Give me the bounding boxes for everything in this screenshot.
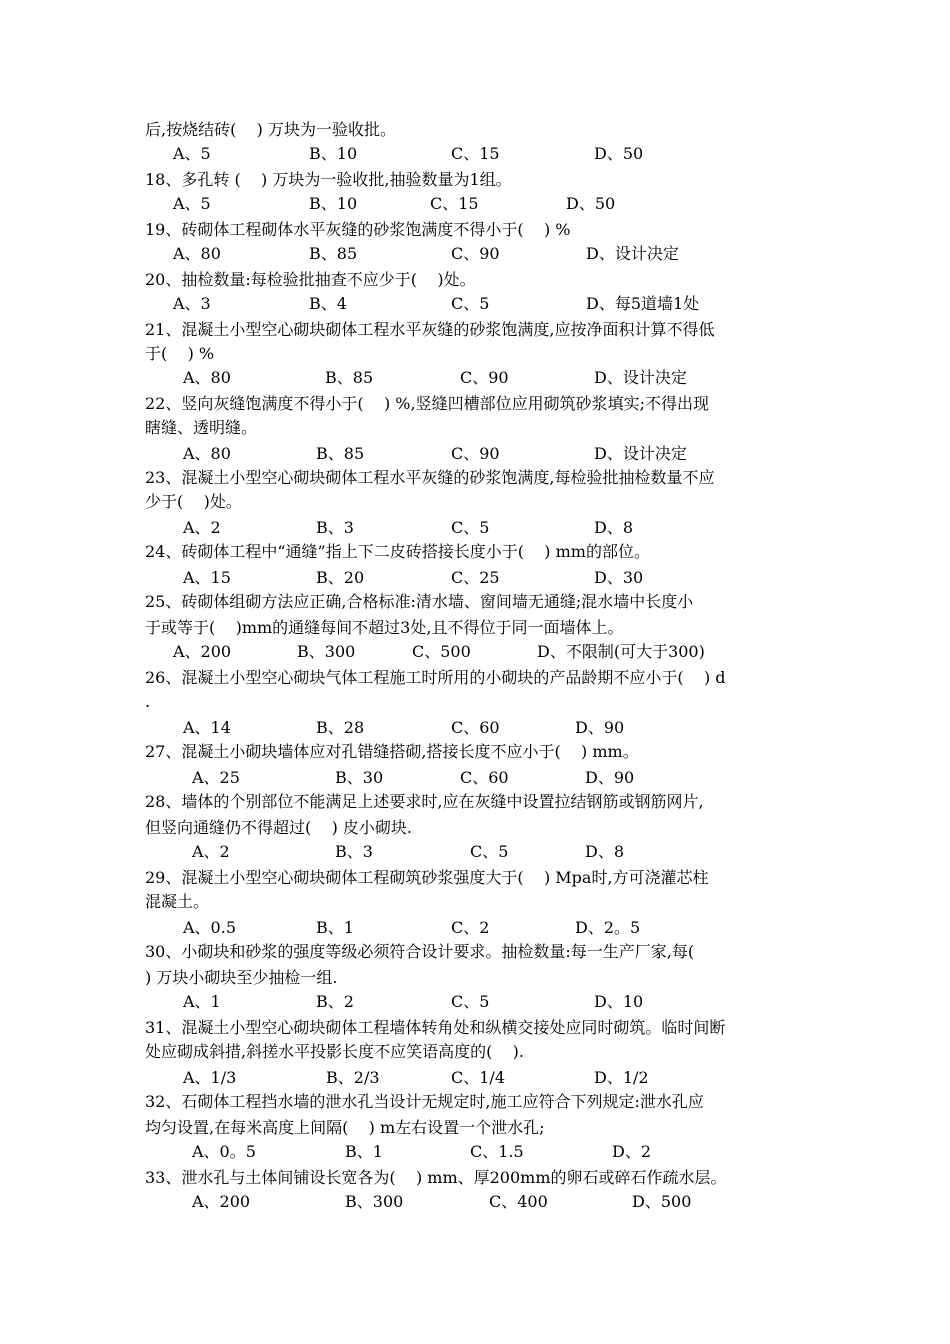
question-line: 29、混凝土小型空心砌块砌体工程砌筑砂浆强度大于( ) Mpa时,方可浇灌芯柱 bbox=[145, 868, 709, 887]
answer-option: B、28 bbox=[316, 718, 365, 737]
answer-option: B、1 bbox=[345, 1142, 383, 1161]
question-line: 20、抽检数量:每检验批抽查不应少于( )处。 bbox=[145, 270, 476, 289]
answer-option: A、3 bbox=[173, 294, 211, 313]
question-line: 25、砖砌体组砌方法应正确,合格标准:清水墙、窗间墙无通缝;混水墙中长度小 bbox=[145, 592, 694, 611]
question-line: 均匀设置,在每米高度上间隔( ) m左右设置一个泄水孔; bbox=[145, 1118, 545, 1137]
answer-option: A、0.5 bbox=[183, 918, 237, 937]
answer-option: C、5 bbox=[451, 294, 490, 313]
answer-option: C、90 bbox=[460, 368, 509, 387]
answer-option: B、4 bbox=[309, 294, 347, 313]
question-line: 于或等于( )mm的通缝每间不超过3处,且不得位于同一面墙体上。 bbox=[145, 618, 624, 637]
answer-option: B、85 bbox=[309, 244, 358, 263]
answer-option: A、80 bbox=[183, 444, 231, 463]
answer-option: C、5 bbox=[451, 518, 490, 537]
answer-option: D、10 bbox=[594, 992, 644, 1011]
answer-option: D、设计决定 bbox=[594, 368, 687, 387]
answer-option: D、不限制(可大于300) bbox=[537, 642, 705, 661]
question-line: 22、竖向灰缝饱满度不得小于( ) %,竖缝凹槽部位应用砌筑砂浆填实;不得出现 bbox=[145, 394, 709, 413]
answer-option: B、30 bbox=[335, 768, 384, 787]
answer-option: A、15 bbox=[183, 568, 231, 587]
answer-option: D、30 bbox=[594, 568, 644, 587]
answer-option: D、2。5 bbox=[575, 918, 641, 937]
answer-option: A、2 bbox=[183, 518, 221, 537]
question-line: 32、石砌体工程挡水墙的泄水孔当设计无规定时,施工应符合下列规定:泄水孔应 bbox=[145, 1092, 704, 1111]
question-line: 30、小砌块和砂浆的强度等级必须符合设计要求。抽检数量:每一生产厂家,每( bbox=[145, 942, 695, 961]
answer-option: A、0。5 bbox=[192, 1142, 256, 1161]
answer-option: A、200 bbox=[192, 1192, 251, 1211]
answer-option: C、90 bbox=[451, 444, 500, 463]
answer-option: B、2 bbox=[316, 992, 354, 1011]
answer-option: D、50 bbox=[566, 194, 616, 213]
answer-option: D、90 bbox=[575, 718, 625, 737]
question-line: 33、泄水孔与土体间铺设长宽各为( ) mm、厚200mm的卵石或碎石作疏水层。 bbox=[145, 1168, 727, 1187]
question-line: 瞎缝、透明缝。 bbox=[145, 418, 258, 437]
answer-option: C、400 bbox=[489, 1192, 548, 1211]
question-line: 但竖向通缝仍不得超过( ) 皮小砌块. bbox=[145, 818, 413, 837]
answer-option: C、15 bbox=[451, 144, 500, 163]
answer-option: A、200 bbox=[173, 642, 232, 661]
answer-option: B、10 bbox=[309, 194, 358, 213]
answer-option: C、500 bbox=[412, 642, 471, 661]
answer-option: A、14 bbox=[183, 718, 231, 737]
answer-option: C、1.5 bbox=[470, 1142, 524, 1161]
question-line: 28、墙体的个别部位不能满足上述要求时,应在灰缝中设置拉结钢筋或钢筋网片, bbox=[145, 792, 704, 811]
question-line: 处应砌成斜措,斜搓水平投影长度不应笑语高度的( ). bbox=[145, 1042, 525, 1061]
answer-option: D、500 bbox=[632, 1192, 692, 1211]
question-line: 18、多孔转 ( ) 万块为一验收批,抽验数量为1组。 bbox=[145, 170, 512, 189]
answer-option: B、3 bbox=[335, 842, 373, 861]
answer-option: A、80 bbox=[173, 244, 221, 263]
answer-option: D、8 bbox=[585, 842, 625, 861]
answer-option: C、5 bbox=[451, 992, 490, 1011]
question-line: 24、砖砌体工程中“通缝”指上下二皮砖搭接长度小于( ) mm的部位。 bbox=[145, 542, 650, 561]
question-line: 27、混凝土小砌块墙体应对孔错缝搭砌,搭接长度不应小于( ) mm。 bbox=[145, 742, 639, 761]
answer-option: D、1/2 bbox=[594, 1068, 649, 1087]
answer-option: B、85 bbox=[325, 368, 374, 387]
answer-option: A、2 bbox=[192, 842, 230, 861]
answer-option: C、1/4 bbox=[451, 1068, 505, 1087]
answer-option: A、5 bbox=[173, 194, 211, 213]
question-line: 混凝土。 bbox=[145, 892, 210, 911]
question-line: 少于( )处。 bbox=[145, 492, 242, 511]
answer-option: B、300 bbox=[297, 642, 356, 661]
answer-option: D、90 bbox=[585, 768, 635, 787]
answer-option: D、设计决定 bbox=[594, 444, 687, 463]
answer-option: B、85 bbox=[316, 444, 365, 463]
answer-option: D、2 bbox=[612, 1142, 652, 1161]
answer-option: A、25 bbox=[192, 768, 240, 787]
question-line: 31、混凝土小型空心砌块砌体工程墙体转角处和纵横交接处应同时砌筑。临时间断 bbox=[145, 1018, 726, 1037]
answer-option: D、设计决定 bbox=[586, 244, 679, 263]
question-line: ) 万块小砌块至少抽检一组. bbox=[145, 968, 338, 987]
answer-option: B、10 bbox=[309, 144, 358, 163]
answer-option: D、8 bbox=[594, 518, 634, 537]
answer-option: D、50 bbox=[594, 144, 644, 163]
answer-option: B、3 bbox=[316, 518, 354, 537]
answer-option: A、80 bbox=[183, 368, 231, 387]
answer-option: A、1/3 bbox=[183, 1068, 237, 1087]
question-line: 后,按烧结砖( ) 万块为一验收批。 bbox=[145, 120, 397, 139]
answer-option: A、5 bbox=[173, 144, 211, 163]
answer-option: C、90 bbox=[451, 244, 500, 263]
answer-option: C、60 bbox=[451, 718, 500, 737]
question-line: 于( ) % bbox=[145, 344, 215, 363]
question-line: 21、混凝土小型空心砌块砌体工程水平灰缝的砂浆饱满度,应按净面积计算不得低 bbox=[145, 320, 715, 339]
answer-option: C、2 bbox=[451, 918, 490, 937]
question-line: 19、砖砌体工程砌体水平灰缝的砂浆饱满度不得小于( ) % bbox=[145, 220, 571, 239]
answer-option: B、300 bbox=[345, 1192, 404, 1211]
answer-option: C、15 bbox=[430, 194, 479, 213]
answer-option: C、60 bbox=[460, 768, 509, 787]
question-line: 26、混凝土小型空心砌块气体工程施工时所用的小砌块的产品龄期不应小于( ) d bbox=[145, 668, 726, 687]
answer-option: C、5 bbox=[470, 842, 509, 861]
answer-option: A、1 bbox=[183, 992, 221, 1011]
answer-option: C、25 bbox=[451, 568, 500, 587]
answer-option: B、2/3 bbox=[326, 1068, 380, 1087]
answer-option: D、每5道墙1处 bbox=[586, 294, 700, 313]
answer-option: B、1 bbox=[316, 918, 354, 937]
question-line: . bbox=[145, 692, 151, 711]
question-line: 23、混凝土小型空心砌块砌体工程水平灰缝的砂浆饱满度,每检验批抽检数量不应 bbox=[145, 468, 715, 487]
answer-option: B、20 bbox=[316, 568, 365, 587]
